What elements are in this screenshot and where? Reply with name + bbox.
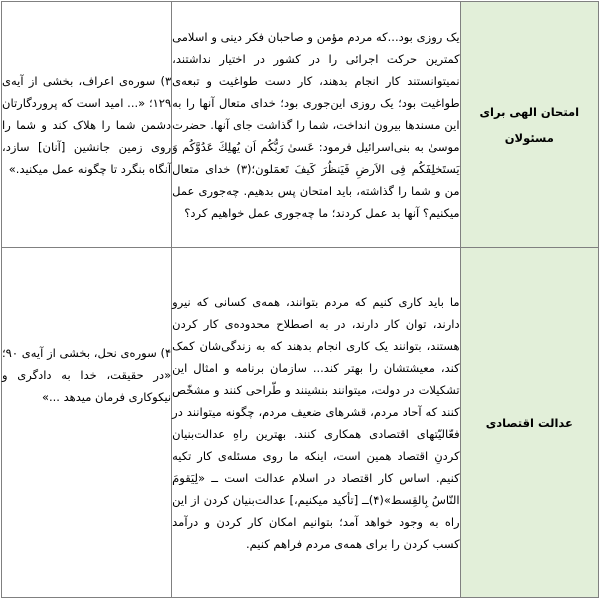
row-footnote-text: ۴) سوره‌ی نحل، بخشی از آیه‌ی ۹۰؛ «در حقیقت، خدا به دادگری و نیکوکاری فرمان میدهد ...»	[2, 346, 172, 404]
row-heading: امتحان الهی برای مسئولان	[479, 104, 580, 145]
row-body-cell	[172, 248, 460, 598]
table-row	[2, 2, 599, 248]
row-footnote-cell	[2, 248, 172, 598]
table-row	[2, 248, 599, 598]
row-body-text: ما باید کاری کنیم که مردم بتوانند، همه‌ی کسانی که نیرو دارند، توان کار دارند، در به اصطلاح محدوده‌ی کار کردن هستند، بتوانند یک کاری انجام بدهند که به زندگی‌شان کمک کند، معیشتشان را بهتر کند... سازمان برنامه و امثال این تشکیلات در دولت، میتوانند بنشینند و طّراحی کنند و مشخّص کنند که آحاد مردم، قشرهای ضعیف مردم، چگونه میتوانند در فعّالیّتهای اقتصادی همکاری کنند. بهترین راهِ عدالت‌بنیان کردنِ اقتصاد همین است، اینکه ما روی مسئله‌ی کار تکیه کنیم. اساس کار اقتصاد در اسلام عدالت است ــ «لِيَقومَ النّاسُ بِالقِسط»(۴)ــ [تأکید میکنیم،] عدالت‌بنیان کردن از این راه به وجود خواهد آمد؛ بتوانیم امکان کار کردن و درآمد کسب کردن را برای همه‌ی مردم فراهم کنیم.	[172, 294, 460, 551]
row-heading-cell	[460, 248, 598, 598]
row-body-text: یک روزی بود...که مردم مؤمن و صاحبان فکر دینی و اسلامی کمترین حرکت اجرائی را در کشور در اختیار نداشتند، نمیتوانستند کار انجام بدهند، کار دست طواغیت و تبعه‌ی طواغیت بود؛ یک روزی این‌جوری بود؛ خدای متعال آنها را به این مسندها بیرون انداخت، شما را گذاشت جای آنها. حضرت موسیٰ به بنی‌اسرائیل فرمود: عَسىٰ رَبُّكُم اَن يُهلِكَ عَدُوَّكُم وَ يَستَخلِفَكُم فِى الاَرضِ فَيَنظُرَ كَيفَ تَعمَلون؛(۳) خدای متعال من و شما را گذاشته، باید امتحان پس بدهیم. چه‌جوری عمل میکنیم؟ آنها بد عمل کردند؛ ما چه‌جوری عمل خواهیم کرد؟	[172, 29, 460, 220]
row-heading: عدالت اقتصادی	[485, 415, 573, 430]
row-body-cell	[172, 2, 460, 248]
row-footnote-text: ۳) سوره‌ی اعراف، بخشی از آیه‌ی ۱۲۹؛ «... امید است که پروردگارتان دشمن شما را هلاک کند و شما را روی زمین جانشین [آنان] سازد، آنگاه بنگرد تا چگونه عمل میکنید.»	[2, 74, 172, 176]
row-heading-cell	[460, 2, 598, 248]
content-table	[1, 1, 599, 598]
row-footnote-cell	[2, 2, 172, 248]
